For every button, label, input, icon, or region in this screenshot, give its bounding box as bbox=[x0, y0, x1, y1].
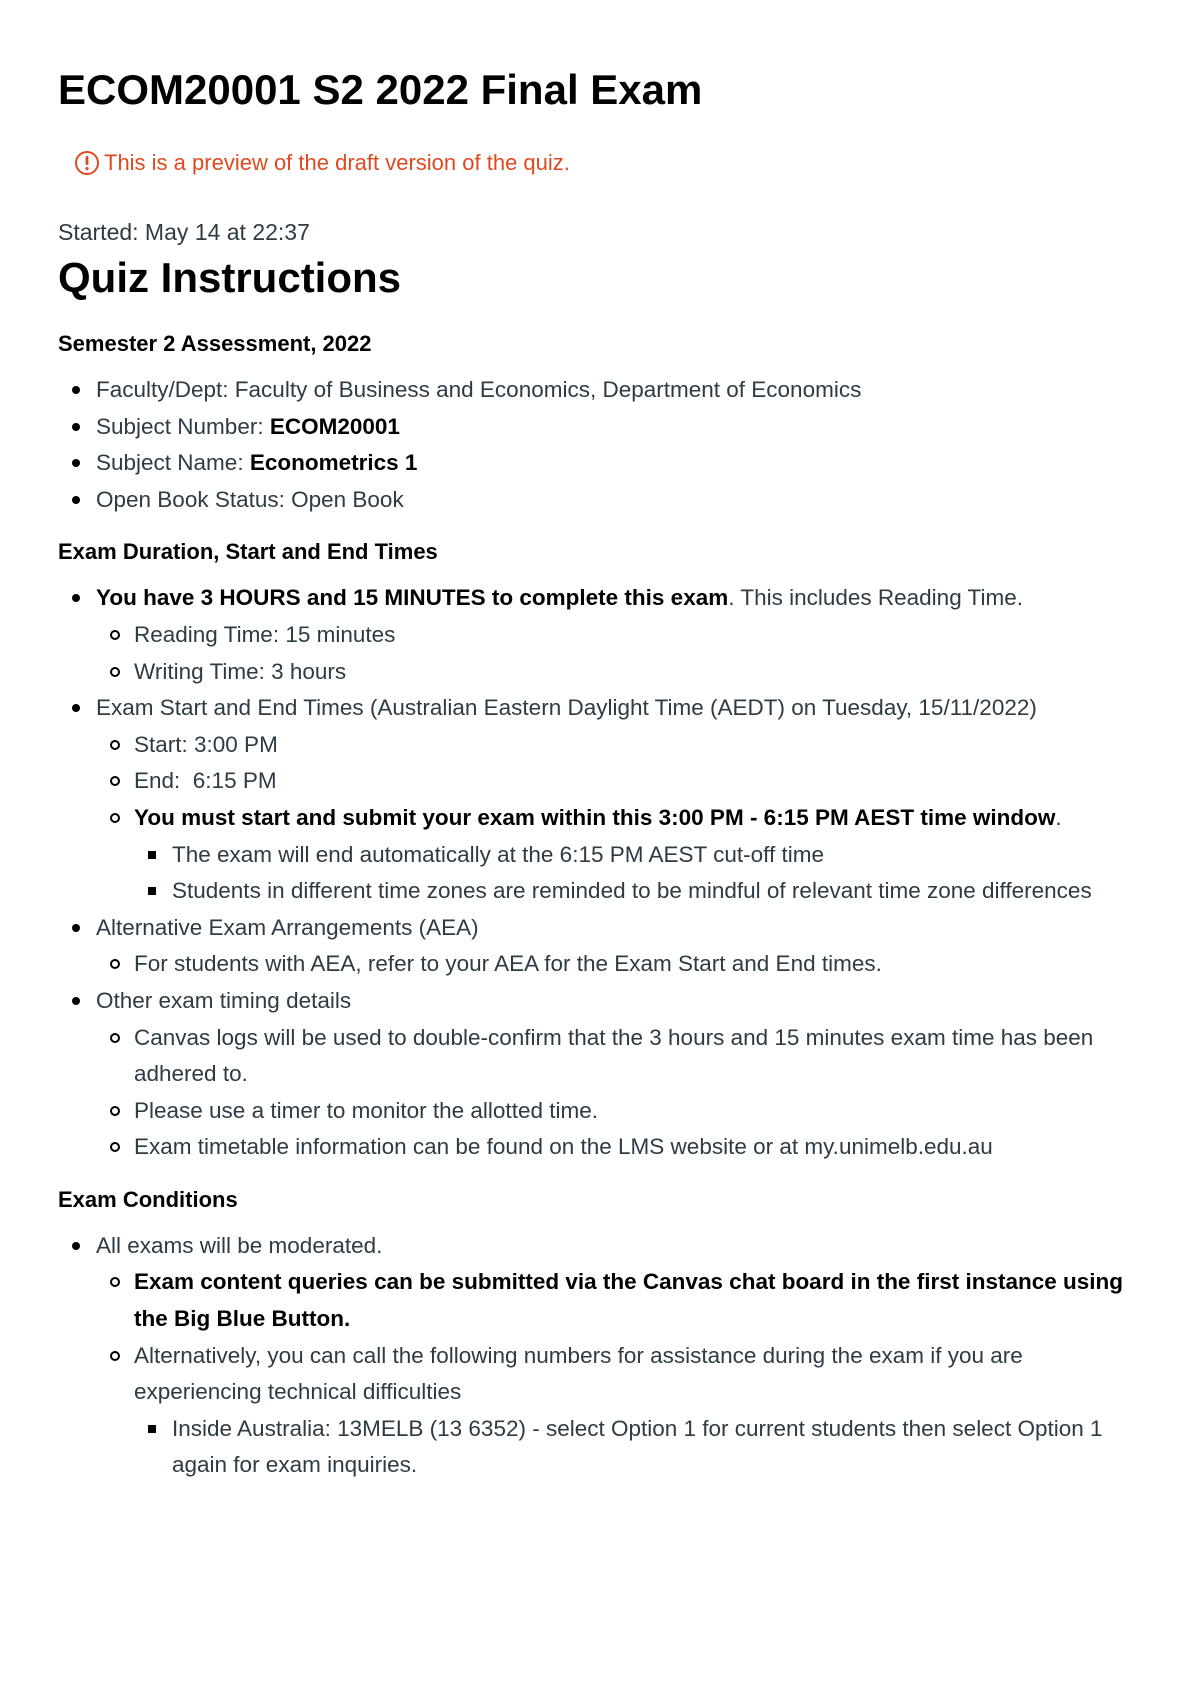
list-item bbox=[58, 445, 1142, 482]
list-item bbox=[58, 409, 1142, 446]
started-timestamp: Started: May 14 at 22:37 bbox=[58, 219, 310, 245]
inside-australia-note: Inside Australia: 13MELB (13 6352) - select Option 1 for current students then select Option 1 again for exam inquiries. bbox=[172, 1415, 1103, 1478]
call-note: Alternatively, you can call the following numbers for assistance during the exam if you are experiencing technical difficulties bbox=[134, 1342, 1023, 1405]
total-time-bold: You have 3 HOURS and 15 MINUTES to complete this exam bbox=[96, 585, 729, 611]
semester-heading: Semester 2 Assessment, 2022 bbox=[58, 331, 372, 356]
preview-notice-text: This is a preview of the draft version of the quiz. bbox=[104, 150, 570, 175]
list-item bbox=[96, 800, 1142, 910]
list-item bbox=[96, 1093, 1142, 1130]
subject-number-label: Subject Number: bbox=[96, 413, 270, 439]
auto-end-note: The exam will end automatically at the 6:15 PM AEST cut-off time bbox=[172, 841, 824, 867]
queries-note: Exam content queries can be submitted via the Canvas chat board in the first instance using the Big Blue Button. bbox=[134, 1269, 1123, 1332]
list-item bbox=[96, 1129, 1142, 1166]
page-title: ECOM20001 S2 2022 Final Exam bbox=[58, 66, 703, 113]
list-item bbox=[58, 983, 1142, 1166]
list-item bbox=[58, 910, 1142, 983]
start-time: Start: 3:00 PM bbox=[134, 731, 278, 757]
time-window-bold: You must start and submit your exam within this 3:00 PM - 6:15 PM AEST time window bbox=[134, 804, 1056, 830]
time-zones-note: Students in different time zones are reminded to be mindful of relevant time zone differences bbox=[172, 878, 1092, 904]
timer-note: Please use a timer to monitor the allotted time. bbox=[134, 1097, 598, 1123]
aea-heading: Alternative Exam Arrangements (AEA) bbox=[96, 914, 479, 940]
list-item bbox=[58, 580, 1142, 690]
list-item bbox=[96, 946, 1142, 983]
subject-name-value: Econometrics 1 bbox=[249, 450, 418, 476]
list-item bbox=[96, 654, 1142, 691]
writing-time: Writing Time: 3 hours bbox=[134, 658, 347, 684]
warning-circle-icon bbox=[74, 150, 100, 176]
list-item bbox=[134, 837, 1142, 874]
list-item bbox=[134, 873, 1142, 910]
subject-name-label: Subject Name: bbox=[96, 450, 250, 476]
list-item bbox=[58, 482, 1142, 519]
duration-heading: Exam Duration, Start and End Times bbox=[58, 539, 438, 565]
canvas-logs-note: Canvas logs will be used to double-confirm that the 3 hours and 15 minutes exam time has been adhered to. bbox=[134, 1024, 1094, 1087]
list-item bbox=[96, 1338, 1142, 1484]
list-item bbox=[96, 727, 1142, 764]
moderated-note: All exams will be moderated. bbox=[96, 1232, 383, 1258]
total-time-rest: . This includes Reading Time. bbox=[728, 585, 1023, 611]
faculty-text: Faculty/Dept: Faculty of Business and Economics, Department of Economics bbox=[96, 377, 862, 402]
end-time: End: 6:15 PM bbox=[134, 768, 277, 794]
timetable-note: Exam timetable information can be found on the LMS website or at my.unimelb.edu.au bbox=[134, 1134, 993, 1160]
preview-alert bbox=[74, 146, 1142, 180]
reading-time: Reading Time: 15 minutes bbox=[134, 621, 396, 647]
list-item bbox=[134, 1411, 1142, 1484]
aea-detail: For students with AEA, refer to your AEA for the Exam Start and End times. bbox=[134, 951, 882, 977]
subject-number-value: ECOM20001 bbox=[269, 413, 400, 439]
other-timing-heading: Other exam timing details bbox=[96, 987, 352, 1013]
duration-list bbox=[58, 580, 1142, 1166]
conditions-heading: Exam Conditions bbox=[58, 1186, 238, 1212]
list-item bbox=[58, 372, 1142, 409]
open-book-status: Open Book Status: Open Book bbox=[96, 486, 404, 512]
time-window-rest: . bbox=[1055, 804, 1062, 830]
times-heading: Exam Start and End Times (Australian Eastern Daylight Time (AEDT) on Tuesday, 15/11/2022) bbox=[96, 695, 1037, 721]
list-item bbox=[96, 617, 1142, 654]
semester-list bbox=[58, 372, 1142, 518]
list-item bbox=[96, 763, 1142, 800]
list-item bbox=[96, 1020, 1142, 1093]
list-item bbox=[58, 690, 1142, 910]
list-item bbox=[58, 1228, 1142, 1484]
conditions-list bbox=[58, 1228, 1142, 1484]
quiz-instructions-heading: Quiz Instructions bbox=[58, 254, 402, 301]
list-item bbox=[96, 1264, 1142, 1337]
